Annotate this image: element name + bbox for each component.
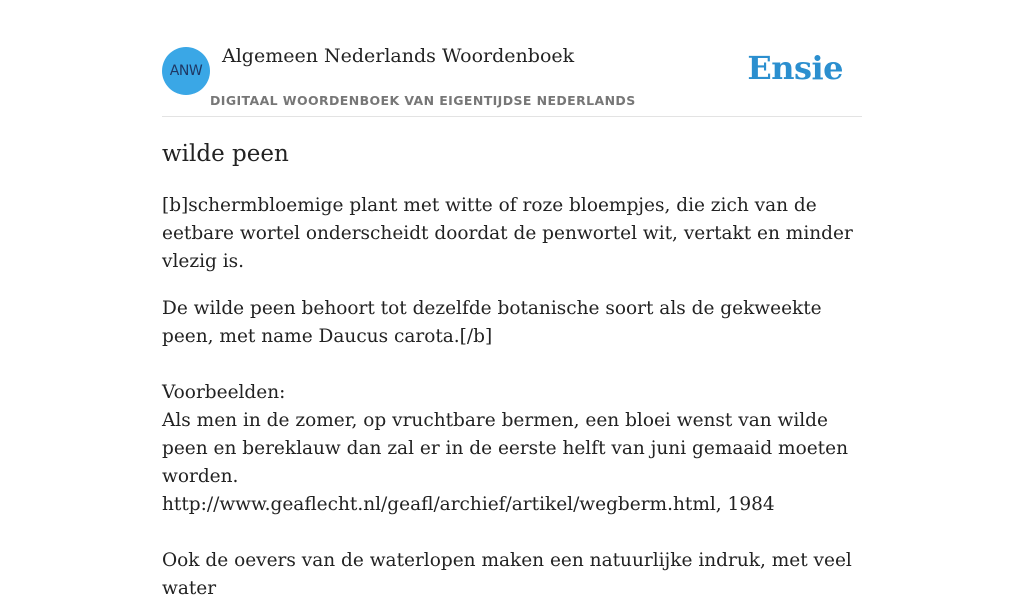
entry-definition-2: De wilde peen behoort tot dezelfde botanische soort als de gekweekte peen, met name Daucus carota.[/b]: [162, 298, 822, 347]
examples-label: Voorbeelden:: [162, 382, 286, 403]
site-title[interactable]: Algemeen Nederlands Woordenboek: [222, 45, 575, 67]
entry-definition-1: [b]schermbloemige plant met witte of roze bloempjes, die zich van de eetbare wortel onderscheidt doordat de penwortel wit, vertakt en minder vlezig is.: [162, 195, 853, 272]
spacer: [162, 519, 862, 547]
entry-content: [162, 137, 862, 603]
site-header: [162, 0, 862, 117]
example-1: Als men in de zomer, op vruchtbare bermen, een bloei wenst van wilde peen en bereklauw dan zal er in de eerste helft van juni gemaaid moeten worden.: [162, 410, 848, 487]
example-1-source: http://www.geaflecht.nl/geafl/archief/artikel/wegberm.html, 1984: [162, 494, 775, 515]
anw-logo-icon[interactable]: [162, 47, 210, 95]
entry-headword: wilde peen: [162, 141, 289, 167]
example-2: Ook de oevers van de waterlopen maken een natuurlijke indruk, met veel water: [162, 550, 852, 599]
ensie-brand-link[interactable]: Ensie: [747, 49, 843, 87]
spacer: [162, 351, 862, 379]
logo-text: ANW: [169, 63, 203, 79]
entry-body: [162, 295, 862, 603]
site-subtitle: DIGITAAL WOORDENBOEK VAN EIGENTIJDSE NEDERLANDS: [210, 93, 636, 108]
